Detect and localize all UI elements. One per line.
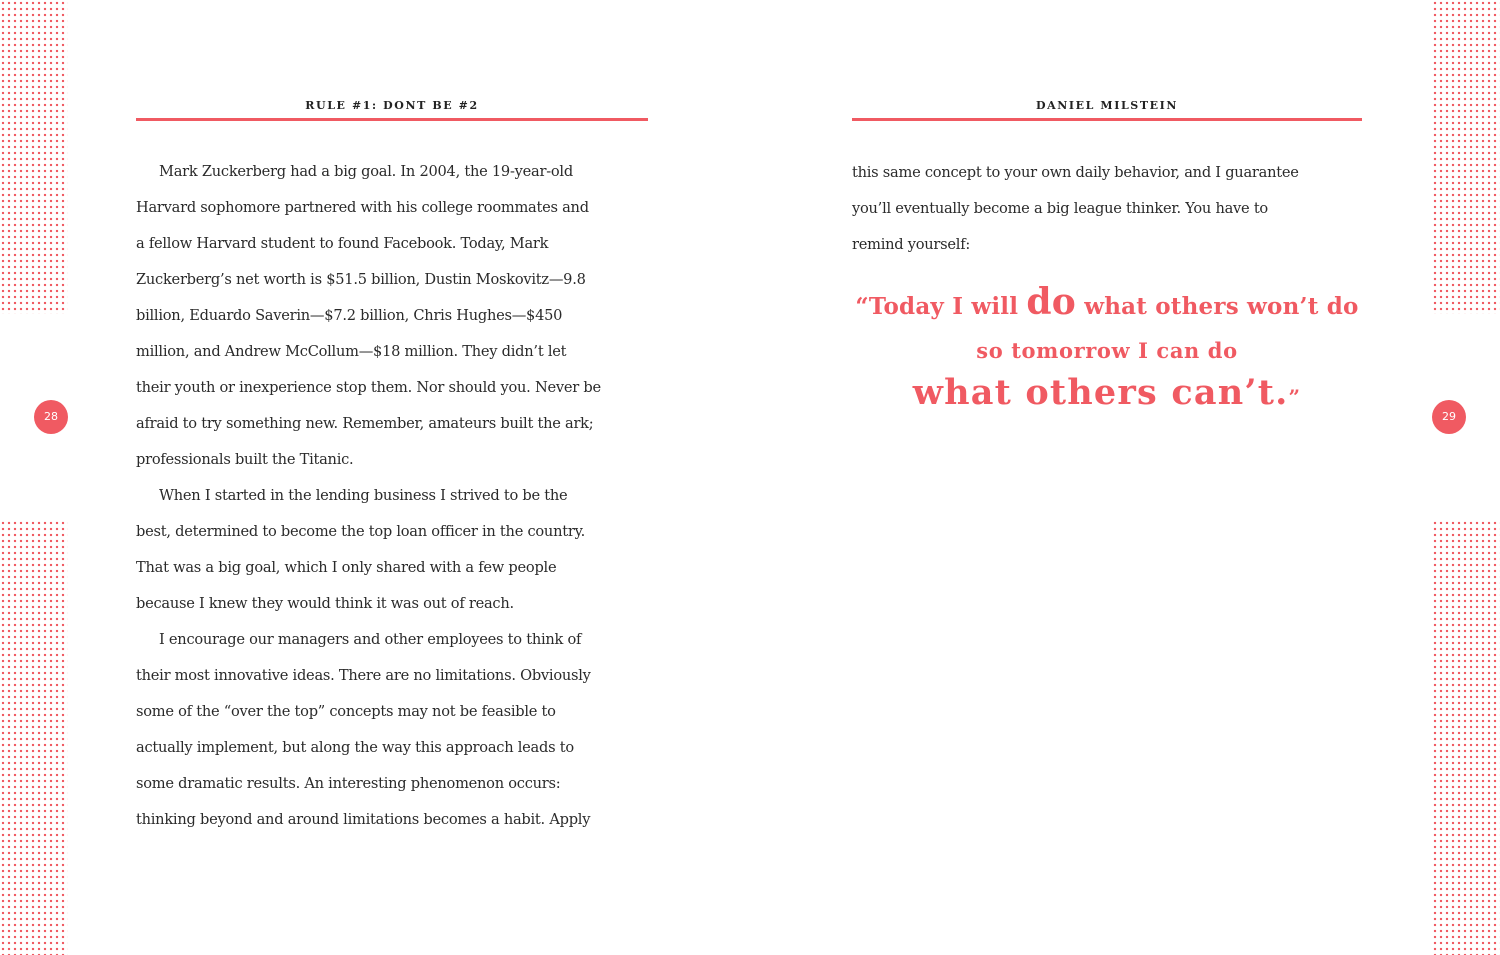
body-line: some of the “over the top” concepts may not be feasible to [136, 703, 556, 720]
pull-quote-line-3 [852, 372, 1362, 413]
body-line: this same concept to your own daily behavior, and I guarantee [852, 164, 1299, 181]
left-page-body [136, 154, 656, 838]
dot-pattern-right-bottom [1432, 520, 1500, 955]
body-line: their most innovative ideas. There are no limitations. Obviously [136, 667, 591, 684]
body-line: million, and Andrew McCollum—$18 million. They didn’t let [136, 343, 567, 360]
body-line: afraid to try something new. Remember, amateurs built the ark; [136, 415, 594, 432]
body-line: Zuckerberg’s net worth is $51.5 billion, Dustin Moskovitz—9.8 [136, 271, 586, 288]
body-line: remind yourself: [852, 236, 971, 253]
body-line: because I knew they would think it was out of reach. [136, 595, 514, 612]
body-line: billion, Eduardo Saverin—$7.2 billion, Chris Hughes—$450 [136, 307, 563, 324]
right-page-body [852, 155, 1372, 263]
quote-text: what others won’t do [1076, 293, 1359, 320]
dot-pattern-right-top [1432, 0, 1500, 314]
body-line: you’ll eventually become a big league thinker. You have to [852, 200, 1268, 217]
body-line: their youth or inexperience stop them. Nor should you. Never be [136, 379, 601, 396]
quote-text: “Today I will [855, 293, 1027, 320]
page-number-right: 29 [1432, 400, 1466, 434]
body-line: actually implement, but along the way this approach leads to [136, 739, 574, 756]
body-line: I encourage our managers and other employees to think of [159, 631, 582, 648]
body-line: some dramatic results. An interesting phenomenon occurs: [136, 775, 561, 792]
body-line: professionals built the Titanic. [136, 451, 354, 468]
dot-pattern-left-top [0, 0, 68, 314]
quote-emphasis: do [1026, 281, 1076, 323]
body-line: Mark Zuckerberg had a big goal. In 2004, the 19-year-old [159, 163, 573, 180]
body-line: a fellow Harvard student to found Facebook. Today, Mark [136, 235, 549, 252]
quote-close-mark: ” [1288, 385, 1302, 409]
pull-quote-line-2: so tomorrow I can do [976, 338, 1238, 363]
dot-pattern-left-bottom [0, 520, 68, 955]
body-line: When I started in the lending business I strived to be the [159, 487, 568, 504]
body-line: thinking beyond and around limitations becomes a habit. Apply [136, 811, 591, 828]
body-line: That was a big goal, which I only shared with a few people [136, 559, 557, 576]
page-number-left: 28 [34, 400, 68, 434]
body-line: Harvard sophomore partnered with his college roommates and [136, 199, 589, 216]
quote-text: what others can’t. [912, 372, 1289, 413]
running-head-left: RULE #1: DONT BE #2 [136, 99, 648, 121]
body-line: best, determined to become the top loan officer in the country. [136, 523, 586, 540]
running-head-right: DANIEL MILSTEIN [852, 99, 1362, 121]
pull-quote-line-1 [852, 281, 1362, 323]
